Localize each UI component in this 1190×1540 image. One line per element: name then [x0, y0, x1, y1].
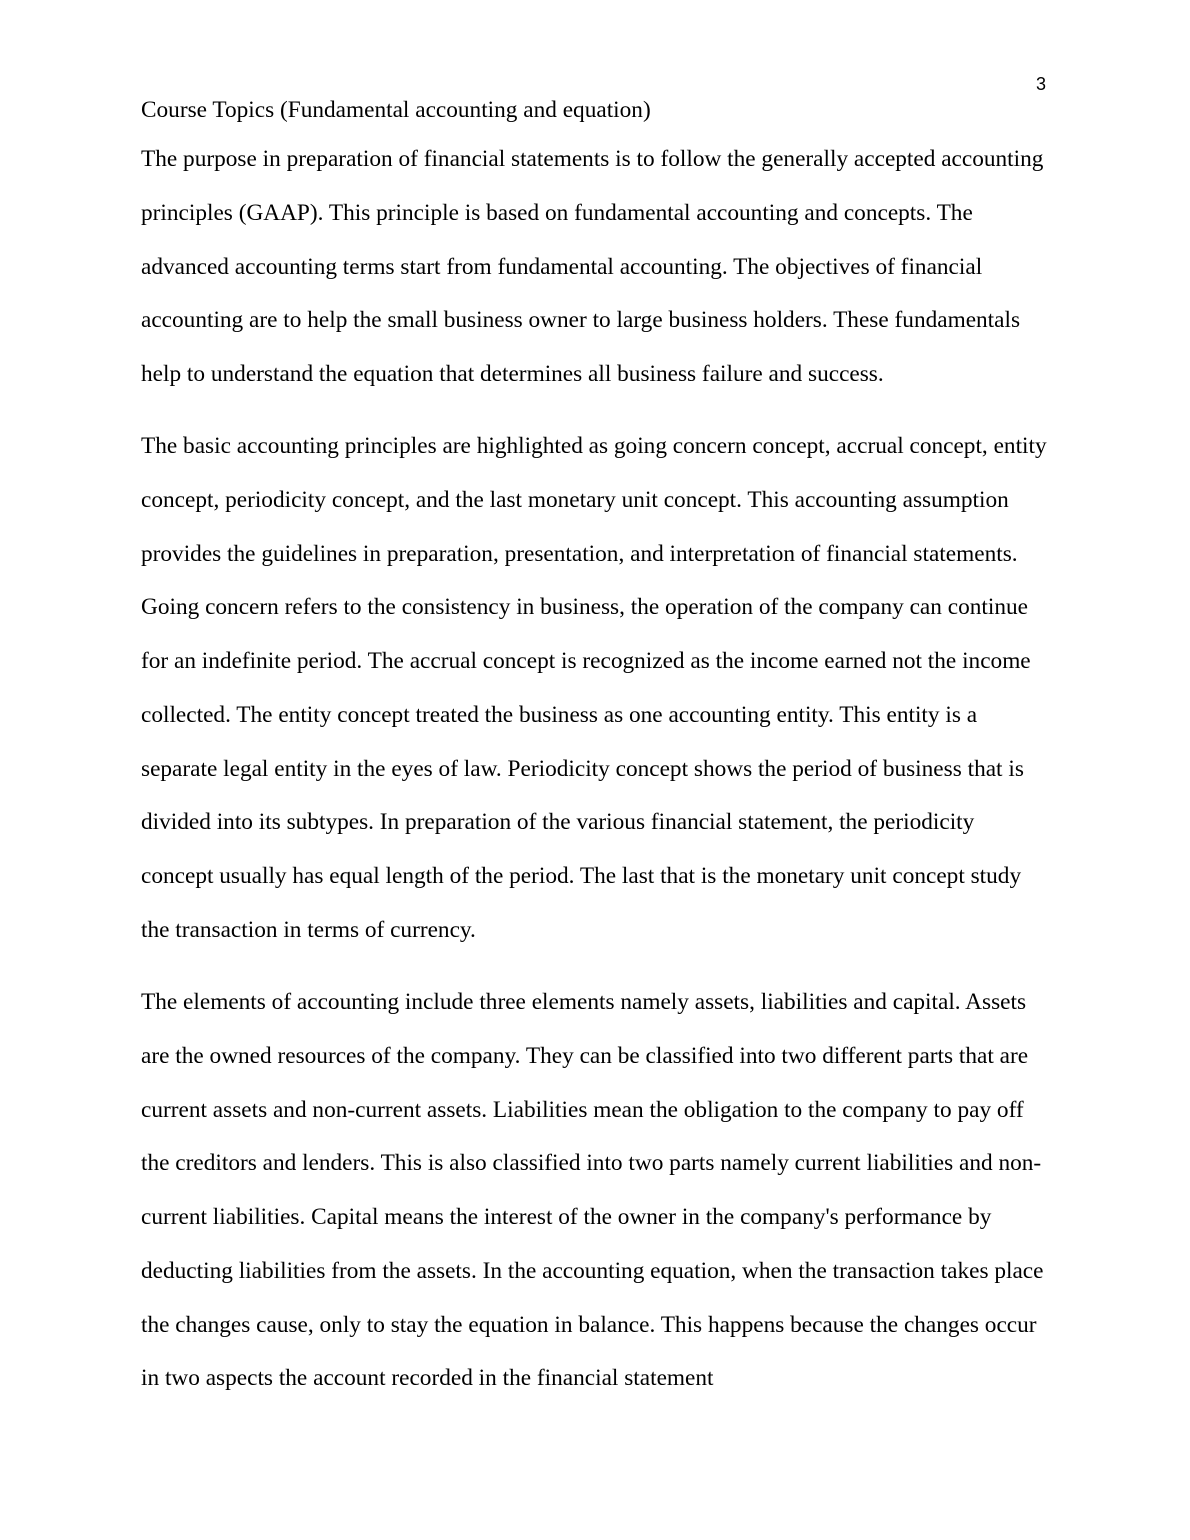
text-line: provides the guidelines in preparation, presentation, and interpretation of financial statements.: [141, 540, 1018, 567]
text-line: separate legal entity in the eyes of law. Periodicity concept shows the period of business that is: [141, 755, 1024, 782]
text-line: collected. The entity concept treated the business as one accounting entity. This entity is a: [141, 701, 978, 728]
text-line: The purpose in preparation of financial statements is to follow the generally accepted accounting: [141, 146, 1044, 172]
text-line: advanced accounting terms start from fundamental accounting. The objectives of financial: [141, 253, 983, 280]
text-line: in two aspects the account recorded in the financial statement: [141, 1365, 714, 1392]
paragraph-1: [141, 133, 1043, 402]
text-line: deducting liabilities from the assets. In the accounting equation, when the transaction takes place: [141, 1257, 1044, 1284]
text-line: current assets and non-current assets. Liabilities mean the obligation to the company to pay off: [141, 1096, 1024, 1123]
text-line: The elements of accounting include three elements namely assets, liabilities and capital. Assets: [141, 989, 1027, 1015]
document-heading: Course Topics (Fundamental accounting and equation): [141, 97, 651, 123]
text-line: divided into its subtypes. In preparation of the various financial statement, the periodicity: [141, 809, 975, 836]
text-line: Going concern refers to the consistency in business, the operation of the company can continue: [141, 594, 1028, 621]
text-line: the creditors and lenders. This is also classified into two parts namely current liabilities and non-: [141, 1150, 1042, 1177]
text-line: the changes cause, only to stay the equation in balance. This happens because the changes occur: [141, 1311, 1037, 1338]
text-line: help to understand the equation that determines all business failure and success.: [141, 361, 884, 387]
paragraph-2: [141, 420, 1047, 958]
text-line: the transaction in terms of currency.: [141, 916, 476, 943]
text-line: for an indefinite period. The accrual concept is recognized as the income earned not the income: [141, 648, 1031, 674]
text-line: concept, periodicity concept, and the last monetary unit concept. This accounting assumption: [141, 486, 1009, 513]
text-line: accounting are to help the small business owner to large business holders. These fundamentals: [141, 307, 1021, 334]
text-line: concept usually has equal length of the period. The last that is the monetary unit concept study: [141, 863, 1022, 889]
text-line: The basic accounting principles are highlighted as going concern concept, accrual concept, entity: [141, 433, 1047, 459]
text-line: principles (GAAP). This principle is based on fundamental accounting and concepts. The: [141, 199, 973, 226]
text-line: current liabilities. Capital means the interest of the owner in the company's performance by: [141, 1204, 992, 1230]
paragraph-3: [141, 976, 1043, 1406]
page-number: 3: [1036, 74, 1047, 94]
text-line: are the owned resources of the company. They can be classified into two different parts that are: [141, 1042, 1029, 1069]
